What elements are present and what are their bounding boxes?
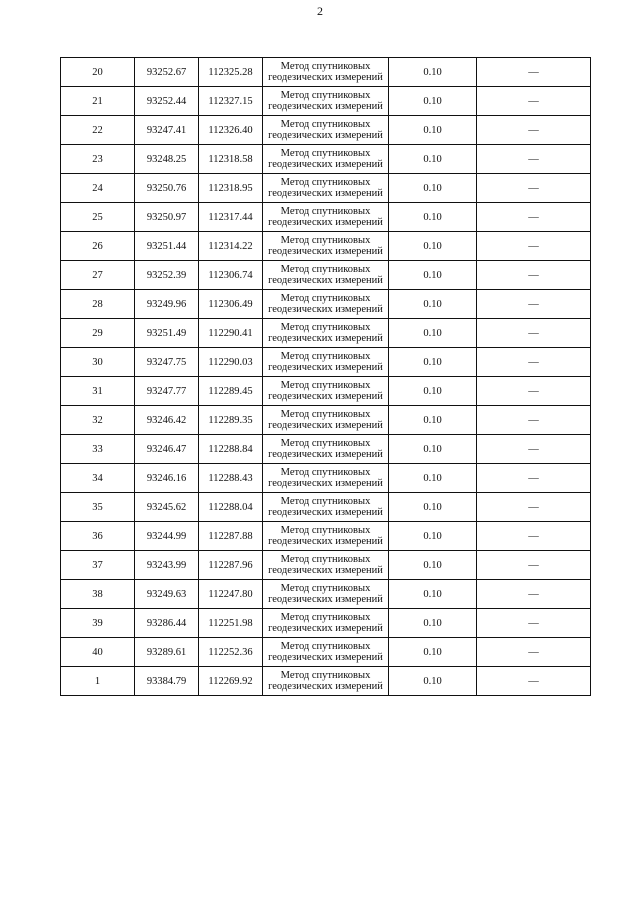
method-line-2: геодезических измерений bbox=[268, 246, 383, 257]
point-number-cell: 21 bbox=[61, 87, 135, 116]
x-coordinate-cell: 93246.16 bbox=[135, 464, 199, 493]
point-number-cell: 25 bbox=[61, 203, 135, 232]
method-line-2: геодезических измерений bbox=[268, 623, 383, 634]
point-number-cell: 36 bbox=[61, 522, 135, 551]
method-line-2: геодезических измерений bbox=[268, 565, 383, 576]
method-line-2: геодезических измерений bbox=[268, 72, 383, 83]
note-cell: — bbox=[477, 319, 591, 348]
x-coordinate-cell: 93247.75 bbox=[135, 348, 199, 377]
method-line-1: Метод спутниковых bbox=[280, 61, 371, 72]
note-cell: — bbox=[477, 174, 591, 203]
method-line-2: геодезических измерений bbox=[268, 594, 383, 605]
method-line-2: геодезических измерений bbox=[268, 507, 383, 518]
error-cell: 0.10 bbox=[389, 609, 477, 638]
table-row bbox=[61, 58, 591, 87]
y-coordinate-cell: 112325.28 bbox=[199, 58, 263, 87]
x-coordinate-cell: 93247.41 bbox=[135, 116, 199, 145]
point-number-cell: 29 bbox=[61, 319, 135, 348]
method-line-2: геодезических измерений bbox=[268, 130, 383, 141]
x-coordinate-cell: 93252.39 bbox=[135, 261, 199, 290]
table-row bbox=[61, 87, 591, 116]
method-line-1: Метод спутниковых bbox=[280, 293, 371, 304]
method-cell bbox=[263, 145, 389, 174]
note-cell: — bbox=[477, 522, 591, 551]
x-coordinate-cell: 93246.42 bbox=[135, 406, 199, 435]
note-cell: — bbox=[477, 58, 591, 87]
point-number-cell: 30 bbox=[61, 348, 135, 377]
point-number-cell: 37 bbox=[61, 551, 135, 580]
y-coordinate-cell: 112252.36 bbox=[199, 638, 263, 667]
y-coordinate-cell: 112251.98 bbox=[199, 609, 263, 638]
point-number-cell: 32 bbox=[61, 406, 135, 435]
method-line-1: Метод спутниковых bbox=[280, 438, 371, 449]
error-cell: 0.10 bbox=[389, 435, 477, 464]
point-number-cell: 28 bbox=[61, 290, 135, 319]
error-cell: 0.10 bbox=[389, 203, 477, 232]
point-number-cell: 26 bbox=[61, 232, 135, 261]
method-line-1: Метод спутниковых bbox=[280, 641, 371, 652]
method-cell bbox=[263, 319, 389, 348]
method-line-1: Метод спутниковых bbox=[280, 177, 371, 188]
point-number-cell: 35 bbox=[61, 493, 135, 522]
method-cell bbox=[263, 348, 389, 377]
page-number: 2 bbox=[317, 4, 323, 18]
error-cell: 0.10 bbox=[389, 58, 477, 87]
y-coordinate-cell: 112318.95 bbox=[199, 174, 263, 203]
note-cell: — bbox=[477, 145, 591, 174]
method-cell bbox=[263, 290, 389, 319]
x-coordinate-cell: 93249.63 bbox=[135, 580, 199, 609]
note-cell: — bbox=[477, 232, 591, 261]
method-line-2: геодезических измерений bbox=[268, 275, 383, 286]
table-row bbox=[61, 522, 591, 551]
point-number-cell: 20 bbox=[61, 58, 135, 87]
y-coordinate-cell: 112287.88 bbox=[199, 522, 263, 551]
note-cell: — bbox=[477, 435, 591, 464]
method-cell bbox=[263, 174, 389, 203]
y-coordinate-cell: 112289.35 bbox=[199, 406, 263, 435]
method-line-1: Метод спутниковых bbox=[280, 206, 371, 217]
method-cell bbox=[263, 87, 389, 116]
table-row bbox=[61, 377, 591, 406]
x-coordinate-cell: 93251.49 bbox=[135, 319, 199, 348]
method-line-2: геодезических измерений bbox=[268, 362, 383, 373]
y-coordinate-cell: 112317.44 bbox=[199, 203, 263, 232]
note-cell: — bbox=[477, 377, 591, 406]
coordinates-table bbox=[60, 57, 591, 696]
error-cell: 0.10 bbox=[389, 116, 477, 145]
y-coordinate-cell: 112287.96 bbox=[199, 551, 263, 580]
point-number-cell: 31 bbox=[61, 377, 135, 406]
error-cell: 0.10 bbox=[389, 174, 477, 203]
y-coordinate-cell: 112314.22 bbox=[199, 232, 263, 261]
y-coordinate-cell: 112288.43 bbox=[199, 464, 263, 493]
method-cell bbox=[263, 261, 389, 290]
method-line-2: геодезических измерений bbox=[268, 420, 383, 431]
note-cell: — bbox=[477, 203, 591, 232]
table-row bbox=[61, 667, 591, 696]
error-cell: 0.10 bbox=[389, 87, 477, 116]
method-cell bbox=[263, 551, 389, 580]
point-number-cell: 24 bbox=[61, 174, 135, 203]
error-cell: 0.10 bbox=[389, 667, 477, 696]
note-cell: — bbox=[477, 638, 591, 667]
table-row bbox=[61, 551, 591, 580]
x-coordinate-cell: 93247.77 bbox=[135, 377, 199, 406]
error-cell: 0.10 bbox=[389, 319, 477, 348]
method-cell bbox=[263, 116, 389, 145]
method-cell bbox=[263, 522, 389, 551]
y-coordinate-cell: 112306.49 bbox=[199, 290, 263, 319]
note-cell: — bbox=[477, 580, 591, 609]
method-line-1: Метод спутниковых bbox=[280, 90, 371, 101]
note-cell: — bbox=[477, 290, 591, 319]
table-row bbox=[61, 638, 591, 667]
error-cell: 0.10 bbox=[389, 638, 477, 667]
method-line-1: Метод спутниковых bbox=[280, 525, 371, 536]
method-cell bbox=[263, 638, 389, 667]
y-coordinate-cell: 112247.80 bbox=[199, 580, 263, 609]
table-row bbox=[61, 406, 591, 435]
y-coordinate-cell: 112306.74 bbox=[199, 261, 263, 290]
y-coordinate-cell: 112327.15 bbox=[199, 87, 263, 116]
x-coordinate-cell: 93252.44 bbox=[135, 87, 199, 116]
method-cell bbox=[263, 232, 389, 261]
point-number-cell: 1 bbox=[61, 667, 135, 696]
error-cell: 0.10 bbox=[389, 493, 477, 522]
y-coordinate-cell: 112288.04 bbox=[199, 493, 263, 522]
table-row bbox=[61, 203, 591, 232]
error-cell: 0.10 bbox=[389, 290, 477, 319]
y-coordinate-cell: 112289.45 bbox=[199, 377, 263, 406]
method-line-2: геодезических измерений bbox=[268, 681, 383, 692]
x-coordinate-cell: 93286.44 bbox=[135, 609, 199, 638]
method-cell bbox=[263, 377, 389, 406]
method-line-1: Метод спутниковых bbox=[280, 235, 371, 246]
note-cell: — bbox=[477, 493, 591, 522]
table-row bbox=[61, 609, 591, 638]
method-line-1: Метод спутниковых bbox=[280, 612, 371, 623]
error-cell: 0.10 bbox=[389, 377, 477, 406]
method-line-2: геодезических измерений bbox=[268, 217, 383, 228]
error-cell: 0.10 bbox=[389, 348, 477, 377]
point-number-cell: 22 bbox=[61, 116, 135, 145]
table-row bbox=[61, 493, 591, 522]
method-line-1: Метод спутниковых bbox=[280, 322, 371, 333]
x-coordinate-cell: 93249.96 bbox=[135, 290, 199, 319]
x-coordinate-cell: 93251.44 bbox=[135, 232, 199, 261]
note-cell: — bbox=[477, 348, 591, 377]
method-cell bbox=[263, 203, 389, 232]
method-line-2: геодезических измерений bbox=[268, 478, 383, 489]
method-cell bbox=[263, 464, 389, 493]
error-cell: 0.10 bbox=[389, 406, 477, 435]
y-coordinate-cell: 112290.41 bbox=[199, 319, 263, 348]
table-row bbox=[61, 290, 591, 319]
point-number-cell: 40 bbox=[61, 638, 135, 667]
method-line-1: Метод спутниковых bbox=[280, 380, 371, 391]
error-cell: 0.10 bbox=[389, 522, 477, 551]
point-number-cell: 39 bbox=[61, 609, 135, 638]
y-coordinate-cell: 112326.40 bbox=[199, 116, 263, 145]
error-cell: 0.10 bbox=[389, 580, 477, 609]
method-cell bbox=[263, 58, 389, 87]
point-number-cell: 34 bbox=[61, 464, 135, 493]
table-row bbox=[61, 580, 591, 609]
x-coordinate-cell: 93289.61 bbox=[135, 638, 199, 667]
method-line-2: геодезических измерений bbox=[268, 159, 383, 170]
x-coordinate-cell: 93248.25 bbox=[135, 145, 199, 174]
x-coordinate-cell: 93244.99 bbox=[135, 522, 199, 551]
y-coordinate-cell: 112290.03 bbox=[199, 348, 263, 377]
method-line-1: Метод спутниковых bbox=[280, 409, 371, 420]
method-cell bbox=[263, 493, 389, 522]
x-coordinate-cell: 93243.99 bbox=[135, 551, 199, 580]
note-cell: — bbox=[477, 551, 591, 580]
table-row bbox=[61, 145, 591, 174]
x-coordinate-cell: 93384.79 bbox=[135, 667, 199, 696]
error-cell: 0.10 bbox=[389, 261, 477, 290]
method-line-2: геодезических измерений bbox=[268, 333, 383, 344]
error-cell: 0.10 bbox=[389, 232, 477, 261]
table-row bbox=[61, 435, 591, 464]
table-row bbox=[61, 116, 591, 145]
method-cell bbox=[263, 667, 389, 696]
method-line-1: Метод спутниковых bbox=[280, 554, 371, 565]
point-number-cell: 33 bbox=[61, 435, 135, 464]
method-line-1: Метод спутниковых bbox=[280, 467, 371, 478]
method-line-1: Метод спутниковых bbox=[280, 670, 371, 681]
y-coordinate-cell: 112269.92 bbox=[199, 667, 263, 696]
note-cell: — bbox=[477, 609, 591, 638]
note-cell: — bbox=[477, 116, 591, 145]
table-row bbox=[61, 348, 591, 377]
coordinates-table-body bbox=[61, 58, 591, 696]
method-cell bbox=[263, 609, 389, 638]
error-cell: 0.10 bbox=[389, 464, 477, 493]
method-line-1: Метод спутниковых bbox=[280, 119, 371, 130]
table-row bbox=[61, 261, 591, 290]
error-cell: 0.10 bbox=[389, 551, 477, 580]
y-coordinate-cell: 112288.84 bbox=[199, 435, 263, 464]
note-cell: — bbox=[477, 261, 591, 290]
note-cell: — bbox=[477, 87, 591, 116]
x-coordinate-cell: 93245.62 bbox=[135, 493, 199, 522]
method-line-2: геодезических измерений bbox=[268, 652, 383, 663]
table-row bbox=[61, 464, 591, 493]
method-line-1: Метод спутниковых bbox=[280, 148, 371, 159]
method-line-1: Метод спутниковых bbox=[280, 496, 371, 507]
point-number-cell: 27 bbox=[61, 261, 135, 290]
x-coordinate-cell: 93246.47 bbox=[135, 435, 199, 464]
method-line-1: Метод спутниковых bbox=[280, 264, 371, 275]
x-coordinate-cell: 93250.97 bbox=[135, 203, 199, 232]
method-cell bbox=[263, 580, 389, 609]
method-line-2: геодезических измерений bbox=[268, 101, 383, 112]
x-coordinate-cell: 93250.76 bbox=[135, 174, 199, 203]
method-line-2: геодезических измерений bbox=[268, 536, 383, 547]
method-line-1: Метод спутниковых bbox=[280, 351, 371, 362]
note-cell: — bbox=[477, 406, 591, 435]
point-number-cell: 23 bbox=[61, 145, 135, 174]
method-line-2: геодезических измерений bbox=[268, 449, 383, 460]
table-row bbox=[61, 319, 591, 348]
point-number-cell: 38 bbox=[61, 580, 135, 609]
table-row bbox=[61, 174, 591, 203]
method-line-2: геодезических измерений bbox=[268, 188, 383, 199]
note-cell: — bbox=[477, 667, 591, 696]
method-cell bbox=[263, 435, 389, 464]
method-line-1: Метод спутниковых bbox=[280, 583, 371, 594]
y-coordinate-cell: 112318.58 bbox=[199, 145, 263, 174]
note-cell: — bbox=[477, 464, 591, 493]
method-line-2: геодезических измерений bbox=[268, 391, 383, 402]
method-line-2: геодезических измерений bbox=[268, 304, 383, 315]
method-cell bbox=[263, 406, 389, 435]
table-row bbox=[61, 232, 591, 261]
x-coordinate-cell: 93252.67 bbox=[135, 58, 199, 87]
error-cell: 0.10 bbox=[389, 145, 477, 174]
